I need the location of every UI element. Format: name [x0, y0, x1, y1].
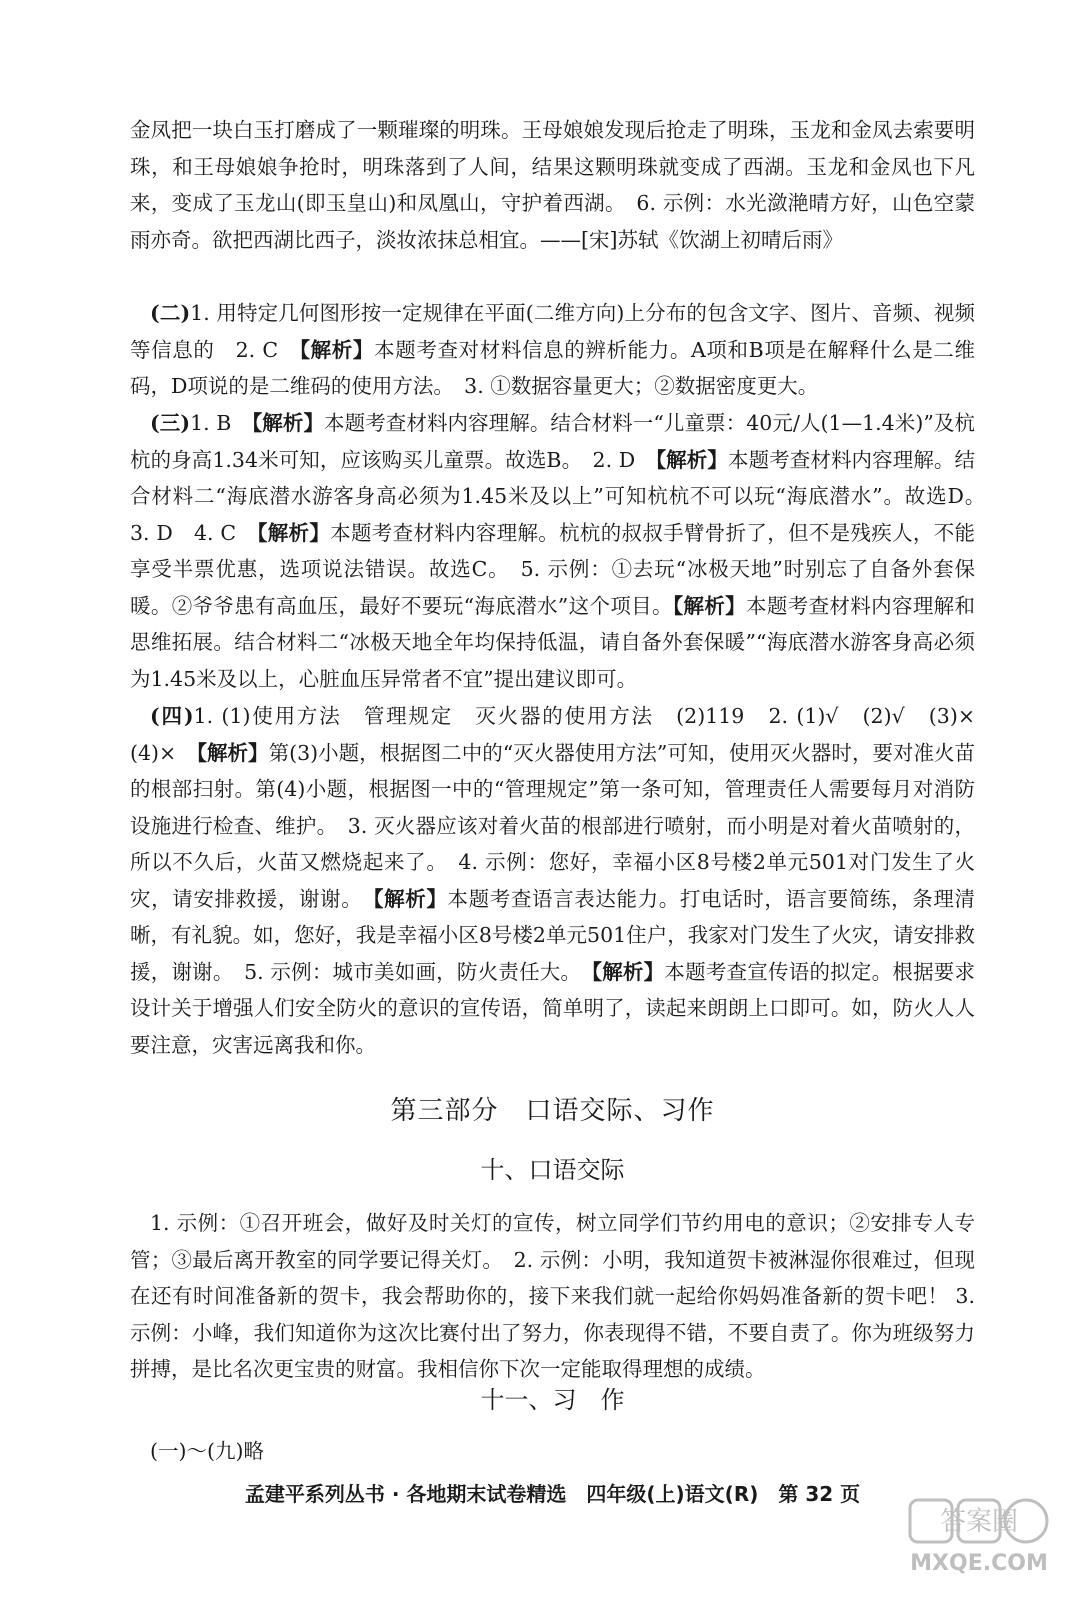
text-run: 本题考查材料内容理解。结合材料一“儿童票：40元/人(1—1.4米)”及杭杭的身高1.34米可知，应该购买儿童票。故选B。 2. D — [130, 411, 975, 472]
text-run: 本题考查宣传语的拟定。根据要求设计关于增强人们安全防火的意识的宣传语，简单明了，读起来朗朗上口即可。如，防火人人要注意，灾害远离我和你。 — [130, 959, 976, 1057]
jiexi-tag: 【解析】 — [196, 740, 269, 765]
jiexi-tag: 【解析】 — [251, 411, 325, 435]
watermark-text-cn: 答案圈 — [939, 1507, 1019, 1537]
text-run: 本题考查对材料信息的辨析能力。A项和B项是在解释什么是二维码，D项说的是二维码的使用方法。 3. ①数据容量更大；②数据密度更大。 — [130, 337, 976, 398]
watermark-text-en: MXQE.COM — [910, 1551, 1048, 1576]
paragraph-section-11: (一)～(九)略 — [150, 1439, 264, 1463]
section-11-body — [130, 1433, 975, 1470]
text-run: 1. (1)使用方法 管理规定 灭火器的使用方法 (2)119 2. (1)√ (2)√ (3)× (4)× — [130, 704, 996, 765]
answer-block-1 — [130, 112, 975, 258]
section-marker: (四) — [150, 704, 194, 728]
paragraph-1: 金凤把一块白玉打磨成了一颗璀璨的明珠。王母娘娘发现后抢走了明珠，玉龙和金凤去索要明珠，和王母娘娘争抢时，明珠落到了人间，结果这颗明珠就变成了西湖。玉龙和金凤也下凡来，变成了玉龙山(即玉皇山)和凤凰山，守护着西湖。 6. 示例：水光潋滟晴方好，山色空蒙雨亦奇。欲把西湖比西子，淡妆浓抹总相宜。——[宋]苏轼《饮湖上初晴后雨》 — [130, 118, 975, 252]
jiexi-tag: 【解析】 — [373, 886, 448, 911]
text-run: 第(3)小题，根据图二中的“灭火器使用方法”可知，使用灭火器时，要对准火苗的根部扫射。第(4)小题，根据图一中的“管理规定”第一条可知，管理责任人需要每月对消防设施进行检查、维护。 3. 灭火器应该对着火苗的根部进行喷射，而小明是对着火苗喷射的，所以不久后，火苗又燃烧起来了。 4. 示例：您好，幸福小区8号楼2单元501对门发生了火灾，请安排救援，谢谢。 — [130, 740, 976, 911]
answer-block-4 — [130, 698, 996, 1063]
text-run: 1. B — [190, 411, 252, 435]
text-run: 本题考查材料内容理解。杭杭的叔叔手臂骨折了，但不是残疾人，不能享受半票优惠，选项说法错误。故选C。 5. 示例：①去玩“冰极天地”时别忘了自备外套保暖。②爷爷患有高血压，最好不要玩“海底潜水”这个项目。 — [130, 520, 976, 618]
watermark-logo — [904, 1494, 1054, 1578]
paragraph-3 — [130, 405, 996, 697]
section-10-body — [130, 1205, 975, 1388]
section-title-11: 十一、习 作 — [480, 1386, 625, 1414]
jiexi-tag: 【解析】 — [672, 593, 747, 618]
text-run: 本题考查材料内容理解和思维拓展。结合材料二“冰极天地全年均保持低温，请自备外套保暖”“海底潜水游客身高必须为1.45米及以上，心脏血压异常者不宜”提出建议即可。 — [130, 593, 976, 691]
answer-block-3 — [130, 405, 996, 697]
page-footer: 孟建平系列丛书 · 各地期末试卷精选 四年级(上)语文(R) 第 32 页 — [244, 1482, 861, 1506]
answer-block-2 — [130, 295, 975, 405]
jiexi-tag: 【解析】 — [655, 447, 728, 472]
jiexi-tag: 【解析】 — [591, 959, 665, 984]
part-title: 第三部分 口语交际、习作 — [390, 1096, 715, 1126]
jiexi-tag: 【解析】 — [257, 520, 331, 545]
text-run: 1. 用特定几何图形按一定规律在平面(二维方向)上分布的包含文字、图片、音频、视频等信息的 2. C — [130, 301, 975, 362]
section-title-10: 十、口语交际 — [480, 1156, 625, 1184]
paragraph-4 — [130, 698, 996, 1063]
text-run: 本题考查材料内容理解。结合材料二“海底潜水游客身高必须为1.45米及以上”可知杭杭不可以玩“海底潜水”。故选D。 3. D 4. C — [130, 447, 996, 545]
jiexi-tag: 【解析】 — [299, 337, 375, 362]
text-run: 本题考查语言表达能力。打电话时，语言要简练，条理清晰，有礼貌。如，您好，我是幸福小区8号楼2单元501住户，我家对门发生了火灾，请安排救援，谢谢。 5. 示例：城市美如画，防火责任大。 — [130, 886, 975, 984]
watermark-graphic — [904, 1494, 1054, 1578]
section-marker: (三) — [150, 411, 191, 435]
paragraph-section-10: 1. 示例：①召开班会，做好及时关灯的宣传，树立同学们节约用电的意识；②安排专人专管；③最后离开教室的同学要记得关灯。 2. 示例：小明，我知道贺卡被淋湿你很难过，但现在还有时间准备新的贺卡，我会帮助你的，接下来我们就一起给你妈妈准备新的贺卡吧！ 3. 示例：小峰，我们知道你为这次比赛付出了努力，你表现得不错，不要自责了。你为班级努力拼搏，是比名次更宝贵的财富。我相信你下次一定能取得理想的成绩。 — [130, 1211, 975, 1381]
paragraph-2 — [130, 295, 975, 405]
section-marker: (二) — [150, 301, 191, 325]
